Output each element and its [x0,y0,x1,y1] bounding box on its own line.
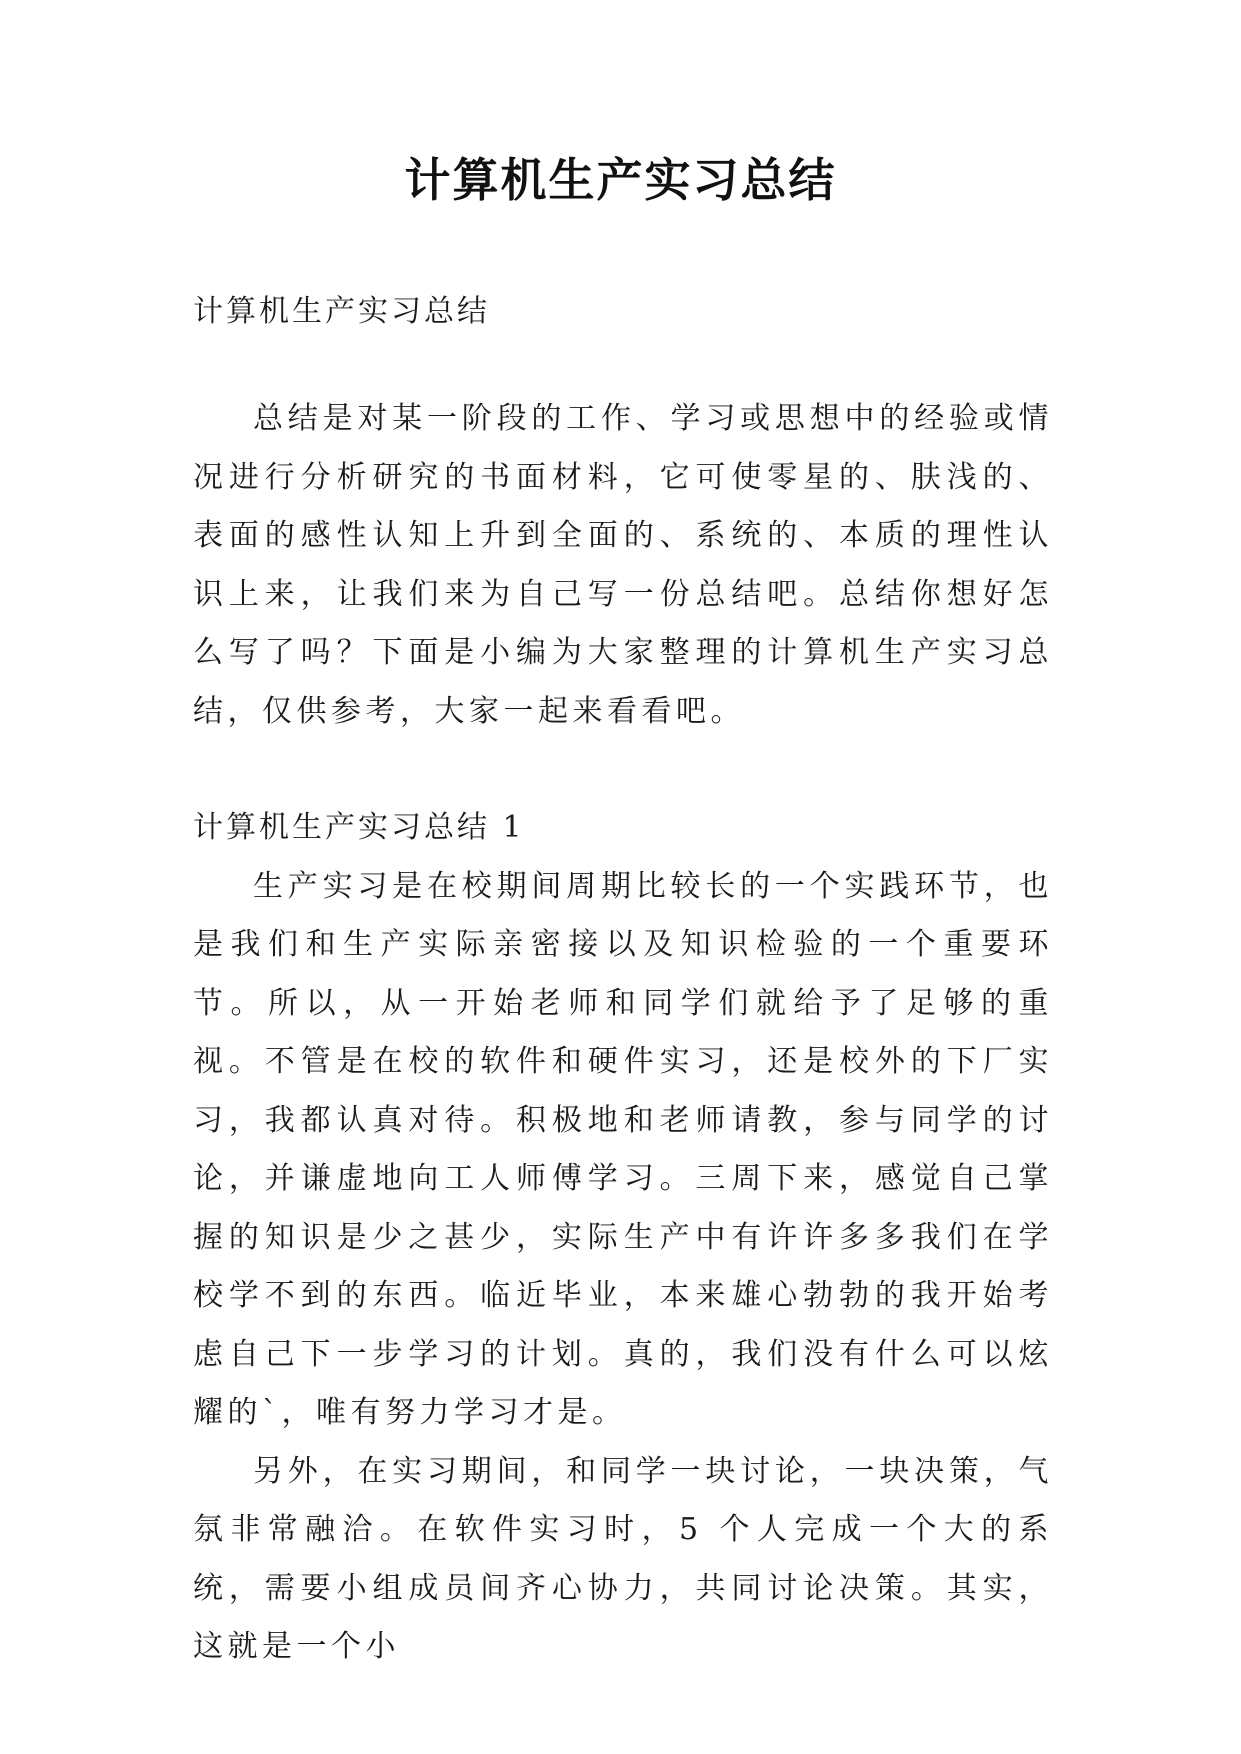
body-paragraph: 生产实习是在校期间周期比较长的一个实践环节，也是我们和生产实际亲密接以及知识检验的一个重要环节。所以，从一开始老师和同学们就给予了足够的重视。不管是在校的软件和硬件实习，还是校外的下厂实习，我都认真对待。积极地和老师请教，参与同学的讨论，并谦虚地向工人师傅学习。三周下来，感觉自己掌握的知识是少之甚少，实际生产中有许许多多我们在学校学不到的东西。临近毕业，本来雄心勃勃的我开始考虑自己下一步学习的计划。真的，我们没有什么可以炫耀的`，唯有努力学习才是。 [193,868,1053,1430]
body-paragraph: 另外，在实习期间，和同学一块讨论，一块决策，气氛非常融洽。在软件实习时，5 个人完成一个大的系统，需要小组成员间齐心协力，共同讨论决策。其实，这就是一个小 [193,1453,1053,1664]
document-subtitle: 计算机生产实习总结 [193,294,490,329]
intro-paragraph: 总结是对某一阶段的工作、学习或思想中的经验或情况进行分析研究的书面材料，它可使零星的、肤浅的、表面的感性认知上升到全面的、系统的、本质的理性认识上来，让我们来为自己写一份总结吧。总结你想好怎么写了吗？下面是小编为大家整理的计算机生产实习总结，仅供参考，大家一起来看看吧。 [193,401,1053,729]
section-heading: 计算机生产实习总结 1 [193,810,525,845]
document-title: 计算机生产实习总结 [404,153,837,207]
document-body [193,292,1053,1677]
